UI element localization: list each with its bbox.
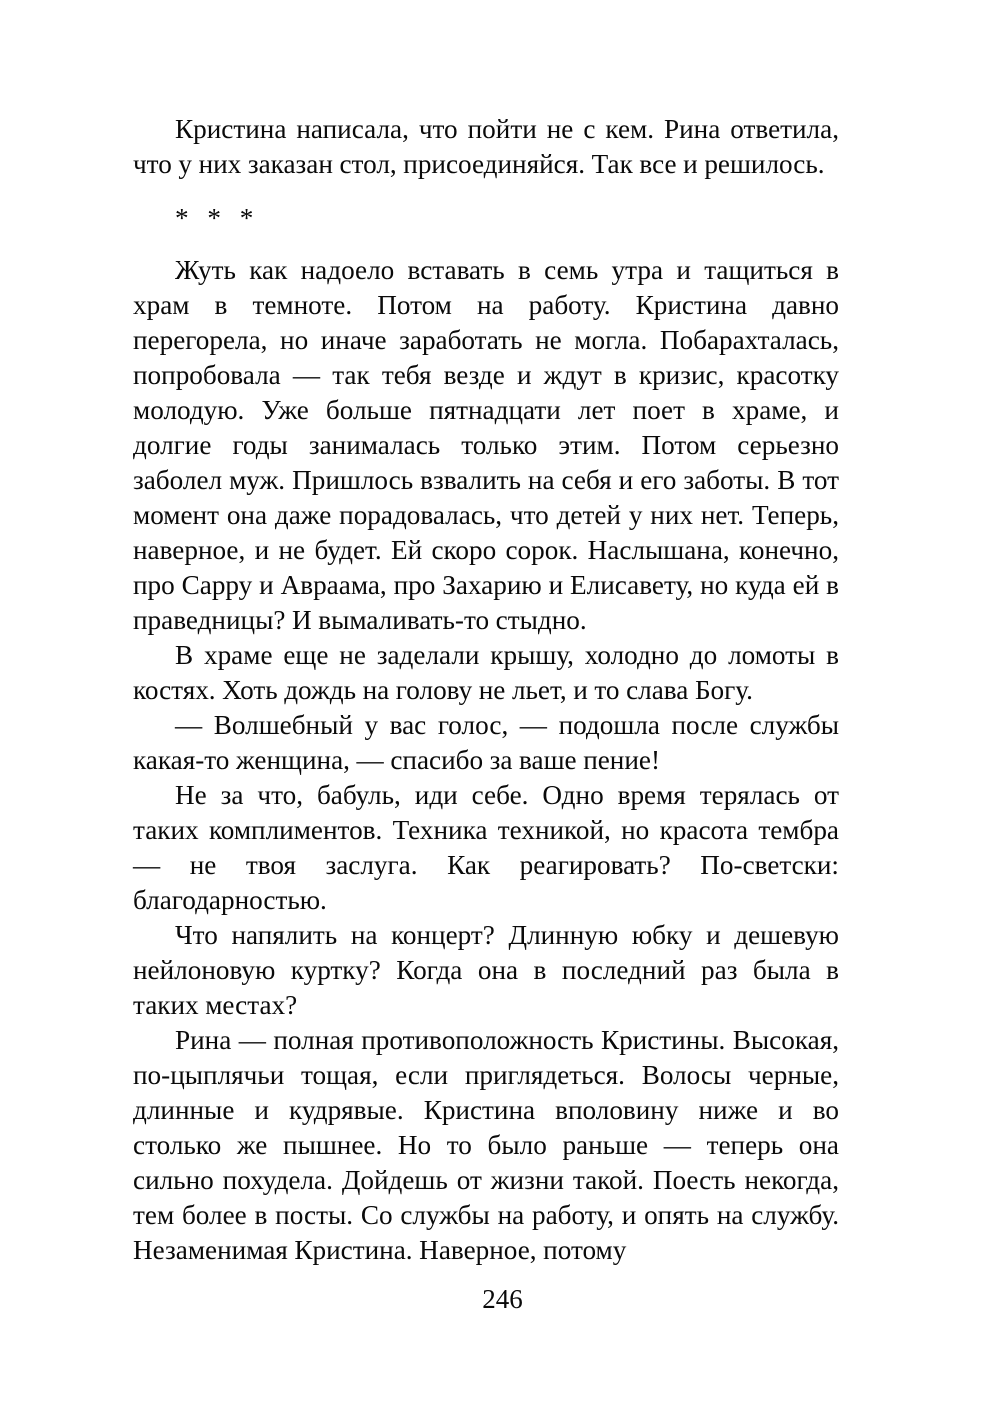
paragraph-7: Рина — полная противоположность Кристины. Высокая, по-цыплячьи тощая, если приглядеться. Волосы черные, длинные и кудрявые. Кристина вполовину ниже и во столько же пышнее. Но то было раньше — теперь она сильно похудела. Дойдешь от жизни такой. Поесть некогда, тем более в посты. Со службы на работу, и опять на службу. Незаменимая Кристина. Наверное, потому (133, 1025, 839, 1265)
page-number: 246 (482, 1284, 523, 1314)
paragraph-spacer (133, 182, 839, 201)
paragraph-4: — Волшебный у вас голос, — подошла после службы какая-то женщина, — спасибо за ваше пение! (133, 710, 839, 775)
paragraph-2: Жуть как надоело вставать в семь утра и тащиться в храм в темноте. Потом на работу. Кристина давно перегорела, но иначе заработать не могла. Побарахталась, попробовала — так тебя везде и ждут в кризис, красотку молодую. Уже больше пятнадцати лет поет в храме, и долгие годы занималась только этим. Потом серьезно заболел муж. Пришлось взвалить на себя и его заботы. В тот момент она даже порадовалась, что детей у них нет. Теперь, наверное, и не будет. Ей скоро сорок. Наслышана, конечно, про Сарру и Авраама, про Захарию и Елисавету, но куда ей в праведницы? И вымаливать-то стыдно. (133, 255, 839, 635)
paragraph-6: Что напялить на концерт? Длинную юбку и дешевую нейлоновую куртку? Когда она в последний раз была в таких местах? (133, 920, 839, 1020)
paragraph-1: Кристина написала, что пойти не с кем. Рина ответила, что у них заказан стол, присоединяйся. Так все и решилось. (133, 114, 839, 179)
paragraph-5: Не за что, бабуль, иди себе. Одно время терялась от таких комплиментов. Техника техникой, но красота тембра — не твоя заслуга. Как реагировать? По-светски: благодарностью. (133, 780, 839, 915)
paragraph-3: В храме еще не заделали крышу, холодно до ломоты в костях. Хоть дождь на голову не льет, и то слава Богу. (133, 640, 839, 705)
scene-break-separator: * * * (175, 203, 260, 233)
page-text-block (133, 112, 839, 1268)
